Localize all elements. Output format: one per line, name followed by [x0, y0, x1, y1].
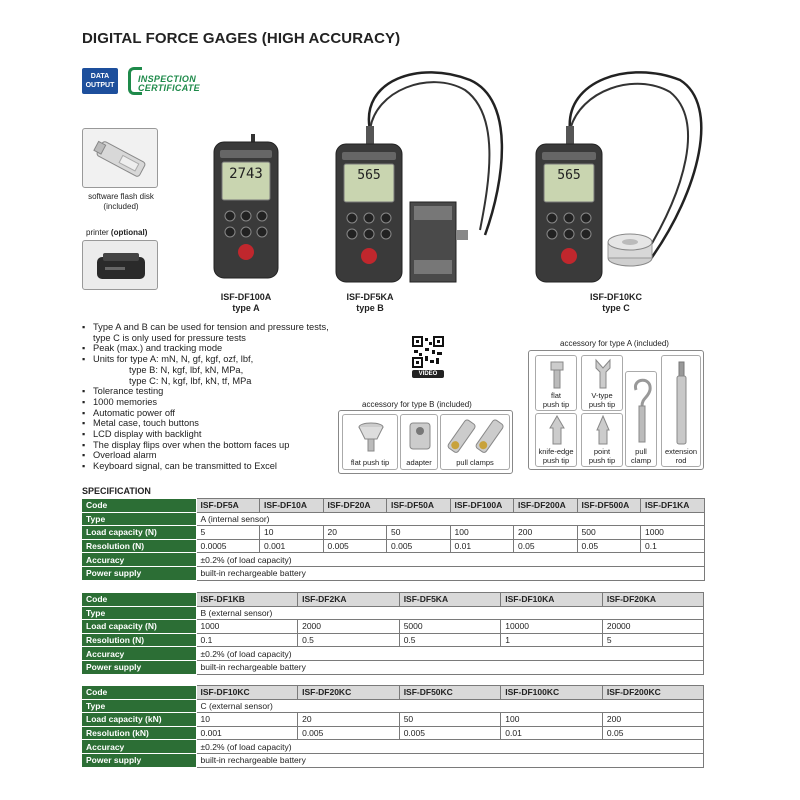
spec-cell: 20 [323, 526, 387, 540]
spec-cell: built-in rechargeable battery [196, 753, 704, 767]
feature-item: type C is only used for pressure tests [93, 332, 246, 343]
accessory-label-line: push tip [588, 455, 616, 465]
spec-row-label: Resolution (kN) [82, 726, 196, 740]
caption-line: software flash disk [88, 192, 154, 201]
spec-row-label: Code [82, 593, 196, 607]
accessory-b-title: accessory for type B (included) [362, 400, 472, 409]
accessory-a-pull-clamp [625, 371, 657, 467]
spec-cell: ±0.2% (of load capacity) [196, 553, 704, 567]
feature-item: ▪ Peak (max.) and tracking mode [82, 343, 329, 354]
badge-line: DATA [90, 73, 110, 80]
accessory-label-line: push tip [542, 399, 570, 409]
spec-cell: 5000 [399, 620, 501, 634]
badge-line: INSPECTION [138, 74, 197, 84]
spec-cell: ISF-DF10KC [196, 686, 298, 700]
spec-cell: built-in rechargeable battery [196, 660, 704, 674]
accessory-label: pull clamps [456, 458, 494, 467]
spec-row [82, 606, 704, 620]
spec-cell: ±0.2% (of load capacity) [196, 647, 704, 661]
feature-item: ▪ Keyboard signal, can be transmitted to Excel [82, 461, 329, 472]
device-type: type A [232, 303, 260, 313]
spec-cell: ISF-DF10KA [501, 593, 603, 607]
spec-cell: 0.005 [387, 539, 451, 553]
flat-push-tip-icon [536, 356, 578, 392]
spec-cell: 0.05 [602, 726, 704, 740]
flash-disk-caption [78, 192, 164, 212]
accessory-label-line: clamp [630, 455, 651, 465]
accessory-label [582, 448, 622, 465]
device-type: type B [356, 303, 384, 313]
spec-cell: 20000 [602, 620, 704, 634]
spec-row [82, 726, 704, 740]
spec-cell: 1000 [196, 620, 298, 634]
feature-list [82, 322, 329, 472]
spec-cell: 0.05 [577, 539, 641, 553]
spec-cell: 500 [577, 526, 641, 540]
spec-row-label: Accuracy [82, 553, 196, 567]
accessory-a-flat-push-tip [535, 355, 577, 411]
spec-row-label: Load capacity (kN) [82, 713, 196, 727]
spec-row-label: Resolution (N) [82, 539, 196, 553]
spec-row [82, 512, 704, 526]
feature-item: ▪ Type A and B can be used for tension and pressure tests, [82, 322, 329, 333]
spec-row-label: Load capacity (N) [82, 620, 196, 634]
device-type-a-image [206, 132, 286, 282]
spec-row [82, 633, 704, 647]
pull-clamps-icon [441, 415, 511, 459]
accessory-label-line: flat [550, 391, 561, 400]
feature-item: type C: N, kgf, lbf, kN, tf, MPa [129, 375, 252, 386]
spec-cell: 0.01 [501, 726, 603, 740]
accessory-b-panel [338, 410, 513, 474]
spec-row [82, 499, 704, 513]
printer-optional-text: (optional) [110, 228, 148, 237]
spec-cell: ISF-DF10A [260, 499, 324, 513]
spec-row [82, 553, 704, 567]
accessory-label [662, 448, 700, 465]
spec-row-label: Accuracy [82, 647, 196, 661]
spec-row-label: Power supply [82, 660, 196, 674]
point-push-tip-icon [582, 414, 624, 448]
spec-table-type-c [82, 685, 704, 768]
feature-item: ▪ 1000 memories [82, 397, 329, 408]
device-type: type C [602, 303, 630, 313]
spec-cell: 2000 [298, 620, 400, 634]
accessory-a-panel [528, 350, 704, 470]
printer-icon [83, 241, 159, 291]
accessory-label-line: rod [675, 455, 687, 465]
spec-cell: 5 [196, 526, 260, 540]
spec-cell: ISF-DF50KC [399, 686, 501, 700]
spec-cell: ISF-DF200KC [602, 686, 704, 700]
accessory-a-v-type-push-tip [581, 355, 623, 411]
spec-table-type-b [82, 592, 704, 675]
v-type-push-tip-icon [582, 356, 624, 392]
spec-row [82, 647, 704, 661]
spec-cell: 0.005 [323, 539, 387, 553]
spec-cell: 0.1 [196, 633, 298, 647]
printer-label [86, 228, 147, 237]
spec-row [82, 566, 704, 580]
data-output-badge [82, 68, 118, 94]
spec-table-type-a [82, 498, 705, 581]
accessory-label [536, 392, 576, 409]
spec-cell: 50 [399, 713, 501, 727]
feature-item: ▪ Units for type A: mN, N, gf, kgf, ozf, lbf, [82, 354, 329, 365]
accessory-b-pull-clamps [440, 414, 510, 470]
spec-row-label: Type [82, 606, 196, 620]
spec-row-label: Code [82, 499, 196, 513]
spec-cell: ISF-DF20KC [298, 686, 400, 700]
accessory-label: adapter [406, 458, 432, 467]
spec-cell: ISF-DF1KA [641, 499, 705, 513]
spec-cell: 0.5 [399, 633, 501, 647]
accessory-a-knife-edge-push-tip [535, 413, 577, 467]
knife-edge-push-tip-icon [536, 414, 578, 448]
accessory-label-line: extension [664, 447, 698, 456]
spec-row-label: Type [82, 699, 196, 713]
feature-item: ▪ Metal case, touch buttons [82, 418, 329, 429]
spec-cell: 0.001 [196, 726, 298, 740]
feature-item: ▪ Tolerance testing [82, 386, 329, 397]
caption-line: (included) [103, 202, 139, 211]
spec-cell: built-in rechargeable battery [196, 566, 704, 580]
printer-label-text: printer [86, 228, 109, 237]
spec-cell: 0.01 [450, 539, 514, 553]
spec-row [82, 539, 704, 553]
spec-cell: ISF-DF500A [577, 499, 641, 513]
spec-cell: 0.5 [298, 633, 400, 647]
spec-cell: ISF-DF5A [196, 499, 260, 513]
accessory-label-line: V-type [591, 391, 613, 400]
device-name: ISF-DF5KA [346, 292, 394, 302]
spec-cell: 0.05 [514, 539, 578, 553]
spec-cell: C (external sensor) [196, 699, 704, 713]
spec-row-label: Load capacity (N) [82, 526, 196, 540]
spec-row [82, 526, 704, 540]
accessory-label-line: push tip [588, 399, 616, 409]
feature-item: ▪ LCD display with backlight [82, 429, 329, 440]
spec-row-label: Resolution (N) [82, 633, 196, 647]
spec-cell: ISF-DF20A [323, 499, 387, 513]
spec-cell: 5 [602, 633, 704, 647]
spec-cell: 10 [196, 713, 298, 727]
accessory-label-line: knife-edge [538, 447, 574, 456]
accessory-b-flat-push-tip [342, 414, 398, 470]
spec-cell: ISF-DF200A [514, 499, 578, 513]
spec-cell: 100 [450, 526, 514, 540]
spec-cell: 0.001 [260, 539, 324, 553]
specification-title: SPECIFICATION [82, 486, 151, 496]
spec-cell: 10000 [501, 620, 603, 634]
spec-cell: 0.1 [641, 539, 705, 553]
spec-cell: 0.005 [298, 726, 400, 740]
spec-cell: ISF-DF100KC [501, 686, 603, 700]
device-name: ISF-DF10KC [589, 292, 642, 302]
accessory-a-point-push-tip [581, 413, 623, 467]
spec-row [82, 699, 704, 713]
badge-line: CERTIFICATE [138, 83, 200, 93]
spec-row-label: Power supply [82, 753, 196, 767]
accessory-label [536, 448, 576, 465]
device-a-caption [204, 292, 288, 314]
flash-disk-icon [83, 129, 159, 189]
spec-row [82, 753, 704, 767]
device-b-caption [328, 292, 412, 314]
flat-push-tip-icon [343, 415, 399, 459]
spec-row [82, 660, 704, 674]
spec-cell: ISF-DF5KA [399, 593, 501, 607]
spec-cell: 0.005 [399, 726, 501, 740]
spec-cell: B (external sensor) [196, 606, 704, 620]
spec-row-label: Power supply [82, 566, 196, 580]
spec-cell: ±0.2% (of load capacity) [196, 740, 704, 754]
feature-item: ▪ The display flips over when the bottom faces up [82, 440, 329, 451]
spec-row [82, 740, 704, 754]
extension-rod-icon [662, 356, 702, 448]
spec-row [82, 686, 704, 700]
spec-cell: 200 [514, 526, 578, 540]
spec-cell: ISF-DF2KA [298, 593, 400, 607]
spec-cell: 100 [501, 713, 603, 727]
printer-image [82, 240, 158, 290]
accessory-a-title: accessory for type A (included) [560, 339, 669, 348]
accessory-label-line: push tip [542, 455, 570, 465]
spec-cell: 1 [501, 633, 603, 647]
accessory-label: flat push tip [350, 458, 390, 467]
device-b-reading: 565 [357, 168, 381, 183]
inspection-certificate-badge [128, 67, 220, 95]
feature-item: ▪ Automatic power off [82, 408, 329, 419]
feature-item: type B: N, kgf, lbf, kN, MPa, [129, 364, 244, 375]
feature-item: ▪ Overload alarm [82, 450, 329, 461]
accessory-label-line: point [593, 447, 611, 456]
spec-row-label: Code [82, 686, 196, 700]
spec-row-label: Type [82, 512, 196, 526]
spec-row [82, 620, 704, 634]
badge-line: OUTPUT [85, 82, 115, 89]
accessory-label-line: pull [635, 447, 647, 456]
spec-cell: ISF-DF100A [450, 499, 514, 513]
device-c-caption [574, 292, 658, 314]
spec-cell: 50 [387, 526, 451, 540]
device-a-reading: 2743 [229, 166, 263, 182]
device-c-reading: 565 [557, 168, 581, 183]
accessory-label [582, 392, 622, 409]
spec-row [82, 593, 704, 607]
spec-cell: A (internal sensor) [196, 512, 704, 526]
adapter-icon [401, 415, 439, 459]
flash-disk-image [82, 128, 158, 188]
accessory-a-extension-rod [661, 355, 701, 467]
spec-cell: 20 [298, 713, 400, 727]
spec-cell: 200 [602, 713, 704, 727]
accessory-b-adapter [400, 414, 438, 470]
spec-cell: 1000 [641, 526, 705, 540]
spec-cell: ISF-DF20KA [602, 593, 704, 607]
spec-cell: ISF-DF1KB [196, 593, 298, 607]
pull-clamp-hook-icon [626, 372, 658, 448]
spec-cell: 10 [260, 526, 324, 540]
page-title: DIGITAL FORCE GAGES (HIGH ACCURACY) [82, 30, 401, 47]
device-name: ISF-DF100A [220, 292, 272, 302]
video-label: VIDEO [412, 370, 444, 378]
accessory-label [626, 448, 656, 465]
spec-row-label: Accuracy [82, 740, 196, 754]
spec-cell: 0.0005 [196, 539, 260, 553]
spec-row [82, 713, 704, 727]
spec-cell: ISF-DF50A [387, 499, 451, 513]
